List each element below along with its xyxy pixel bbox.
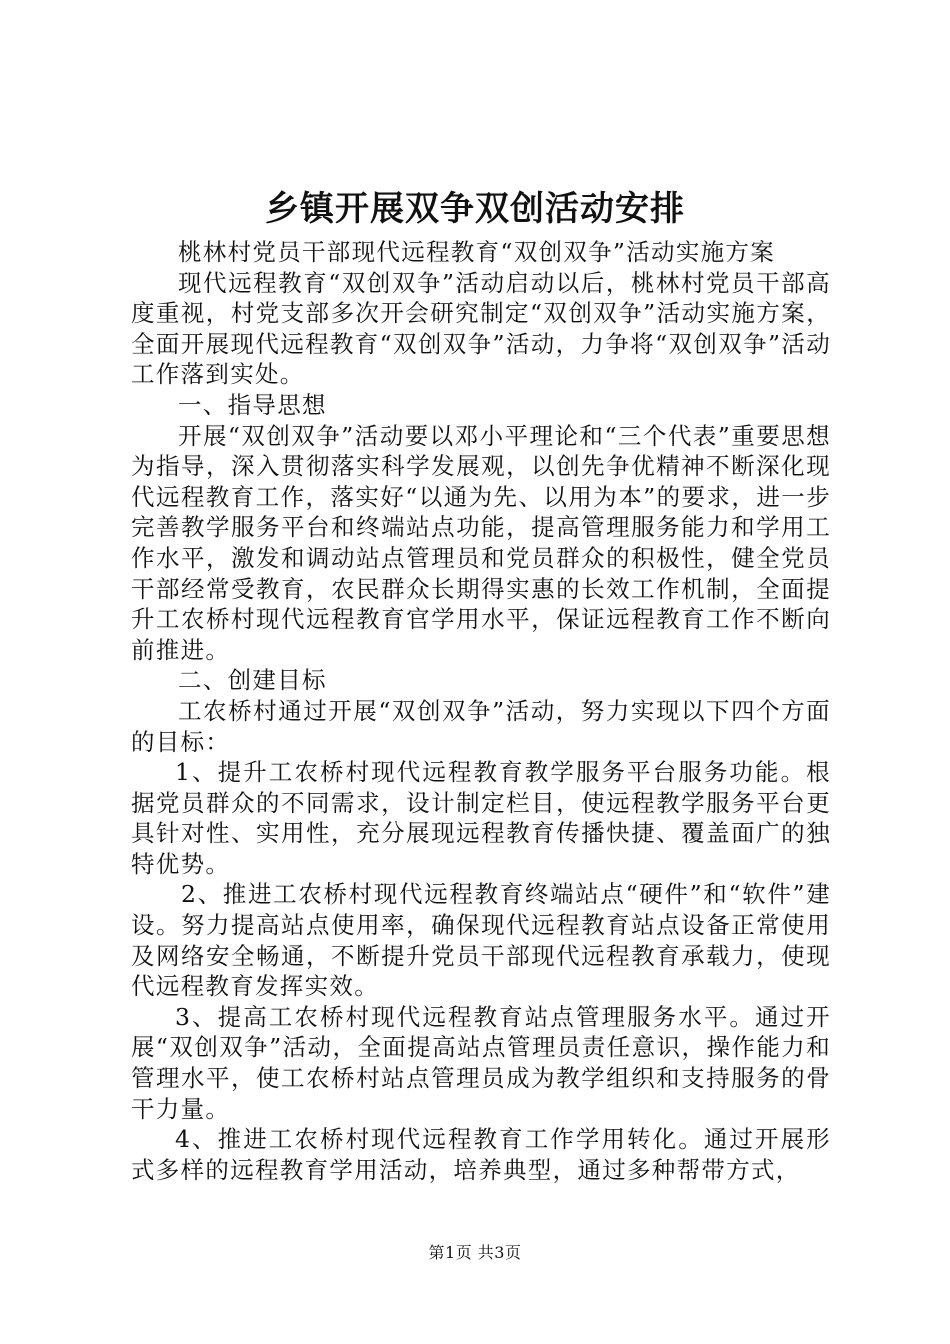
intro-paragraph: 现代远程教育“双创双争”活动启动以后，桃林村党员干部高度重视，村党支部多次开会研究制定“双创双争”活动实施方案，全面开展现代远程教育“双创双争”活动，力争将“双创双争”活动工作落到实处。 [131, 268, 831, 389]
goals-intro-paragraph: 工农桥村通过开展“双创双争”活动，努力实现以下四个方面的目标： [131, 696, 831, 756]
subtitle-paragraph: 桃林村党员干部现代远程教育“双创双争”活动实施方案 [178, 238, 776, 266]
goal-item-2: 2、推进工农桥村现代远程教育终端站点“硬件”和“软件”建设。努力提高站点使用率，确保现代远程教育站点设备正常使用及网络安全畅通，不断提升党员干部现代远程教育承载力，使现代远程教育发挥实效。 [131, 880, 831, 1001]
section-heading-goals: 二、创建目标 [178, 666, 327, 695]
goal-item-1: 1、提升工农桥村现代远程教育教学服务平台服务功能。根据党员群众的不同需求，设计制定栏目，使远程教学服务平台更具针对性、实用性，充分展现远程教育传播快捷、覆盖面广的独特优势。 [131, 758, 831, 878]
guiding-thought-paragraph: 开展“双创双争”活动要以邓小平理论和“三个代表”重要思想为指导，深入贯彻落实科学发展观，以创先争优精神不断深化现代远程教育工作，落实好“以通为先、以用为本”的要求，进一步完善教学服务平台和终端站点功能，提高管理服务能力和学用工作水平，激发和调动站点管理员和党员群众的积极性，健全党员干部经常受教育，农民群众长期得实惠的长效工作机制，全面提升工农桥村现代远程教育官学用水平，保证远程教育工作不断向前推进。 [131, 421, 831, 664]
document-body [131, 237, 831, 1185]
goal-item-3: 3、提高工农桥村现代远程教育站点管理服务水平。通过开展“双创双争”活动，全面提高站点管理员责任意识，操作能力和管理水平，使工农桥村站点管理员成为教学组织和支持服务的骨干力量。 [131, 1002, 831, 1123]
document-title: 乡镇开展双争双创活动安排 [265, 189, 685, 229]
page-footer: 第1页 共3页 [428, 1243, 522, 1262]
section-heading-guiding-thought: 一、指导思想 [178, 390, 327, 419]
goal-item-4: 4、推进工农桥村现代远程教育工作学用转化。通过开展形式多样的远程教育学用活动，培养典型，通过多种帮带方式， [131, 1125, 831, 1184]
